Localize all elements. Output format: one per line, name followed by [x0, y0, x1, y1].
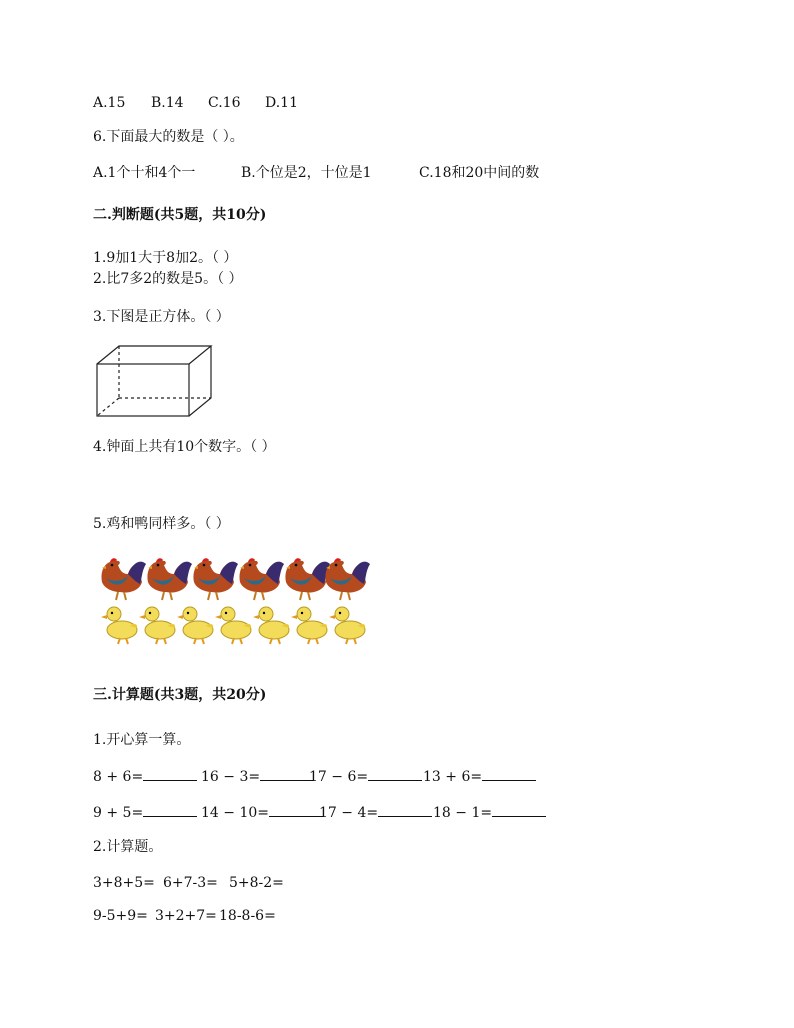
q6-options [93, 164, 539, 182]
calc-row-4 [93, 907, 276, 925]
answer-blank[interactable] [378, 802, 432, 817]
q6-question: 6.下面最大的数是（ ）。 [93, 129, 244, 145]
calc-expr: 9 + 5= [93, 805, 144, 821]
duck-icon [177, 607, 213, 644]
calc-expr: 8 + 6= [93, 769, 144, 785]
s3-q2: 2.计算题。 [93, 839, 163, 855]
calc-expr: 6+7-3= [163, 875, 218, 891]
calc-expr: 16 − 3= [201, 769, 261, 785]
section2-title: 二.判断题(共5题，共10分) [93, 207, 267, 223]
answer-blank[interactable] [143, 766, 197, 781]
calc-expr: 3+2+7= [155, 908, 217, 924]
calc-expr: 17 − 4= [319, 805, 379, 821]
q6-option-c: C.18和20中间的数 [419, 165, 540, 181]
rooster-icon [193, 558, 238, 600]
q5-option-d: D.11 [265, 95, 298, 111]
answer-blank[interactable] [269, 802, 323, 817]
calc-expr: 13 + 6= [423, 769, 483, 785]
s2-q3: 3.下图是正方体。（ ） [93, 309, 230, 325]
calc-row-3 [93, 874, 284, 892]
rooster-row [101, 558, 370, 600]
calc-expr: 14 − 10= [201, 805, 269, 821]
answer-blank[interactable] [492, 802, 546, 817]
rooster-icon [325, 558, 370, 600]
answer-blank[interactable] [482, 766, 536, 781]
s2-q2: 2.比7多2的数是5。（ ） [93, 271, 243, 287]
rooster-icon [147, 558, 192, 600]
roosters-ducks-figure [96, 552, 371, 647]
calc-expr: 18-8-6= [219, 908, 276, 924]
duck-icon [291, 607, 327, 644]
duck-icon [253, 607, 289, 644]
cuboid-figure [93, 342, 217, 422]
duck-icon [329, 607, 365, 644]
q5-option-b: B.14 [151, 95, 184, 111]
q5-option-a: A.15 [93, 95, 126, 111]
duck-icon [139, 607, 175, 644]
s3-q1: 1.开心算一算。 [93, 732, 191, 748]
section3-title: 三.计算题(共3题，共20分) [93, 687, 267, 703]
calc-row-1 [93, 766, 536, 786]
calc-expr: 3+8+5= [93, 875, 155, 891]
duck-icon [215, 607, 251, 644]
q6-option-a: A.1个十和4个一 [93, 165, 196, 181]
s2-q1: 1.9加1大于8加2。（ ） [93, 250, 238, 266]
q6-option-b: B.个位是2，十位是1 [241, 165, 372, 181]
q5-option-c: C.16 [208, 95, 241, 111]
calc-row-2 [93, 802, 546, 822]
answer-blank[interactable] [368, 766, 422, 781]
calc-expr: 18 − 1= [433, 805, 493, 821]
q5-options [93, 94, 298, 112]
duck-row [101, 607, 365, 644]
rooster-icon [285, 558, 330, 600]
calc-expr: 17 − 6= [309, 769, 369, 785]
duck-icon [101, 607, 137, 644]
s2-q5: 5.鸡和鸭同样多。（ ） [93, 516, 230, 532]
answer-blank[interactable] [260, 766, 314, 781]
answer-blank[interactable] [143, 802, 197, 817]
s2-q4: 4.钟面上共有10个数字。（ ） [93, 439, 276, 455]
rooster-icon [101, 558, 146, 600]
calc-expr: 9-5+9= [93, 908, 148, 924]
calc-expr: 5+8-2= [229, 875, 284, 891]
rooster-icon [239, 558, 284, 600]
